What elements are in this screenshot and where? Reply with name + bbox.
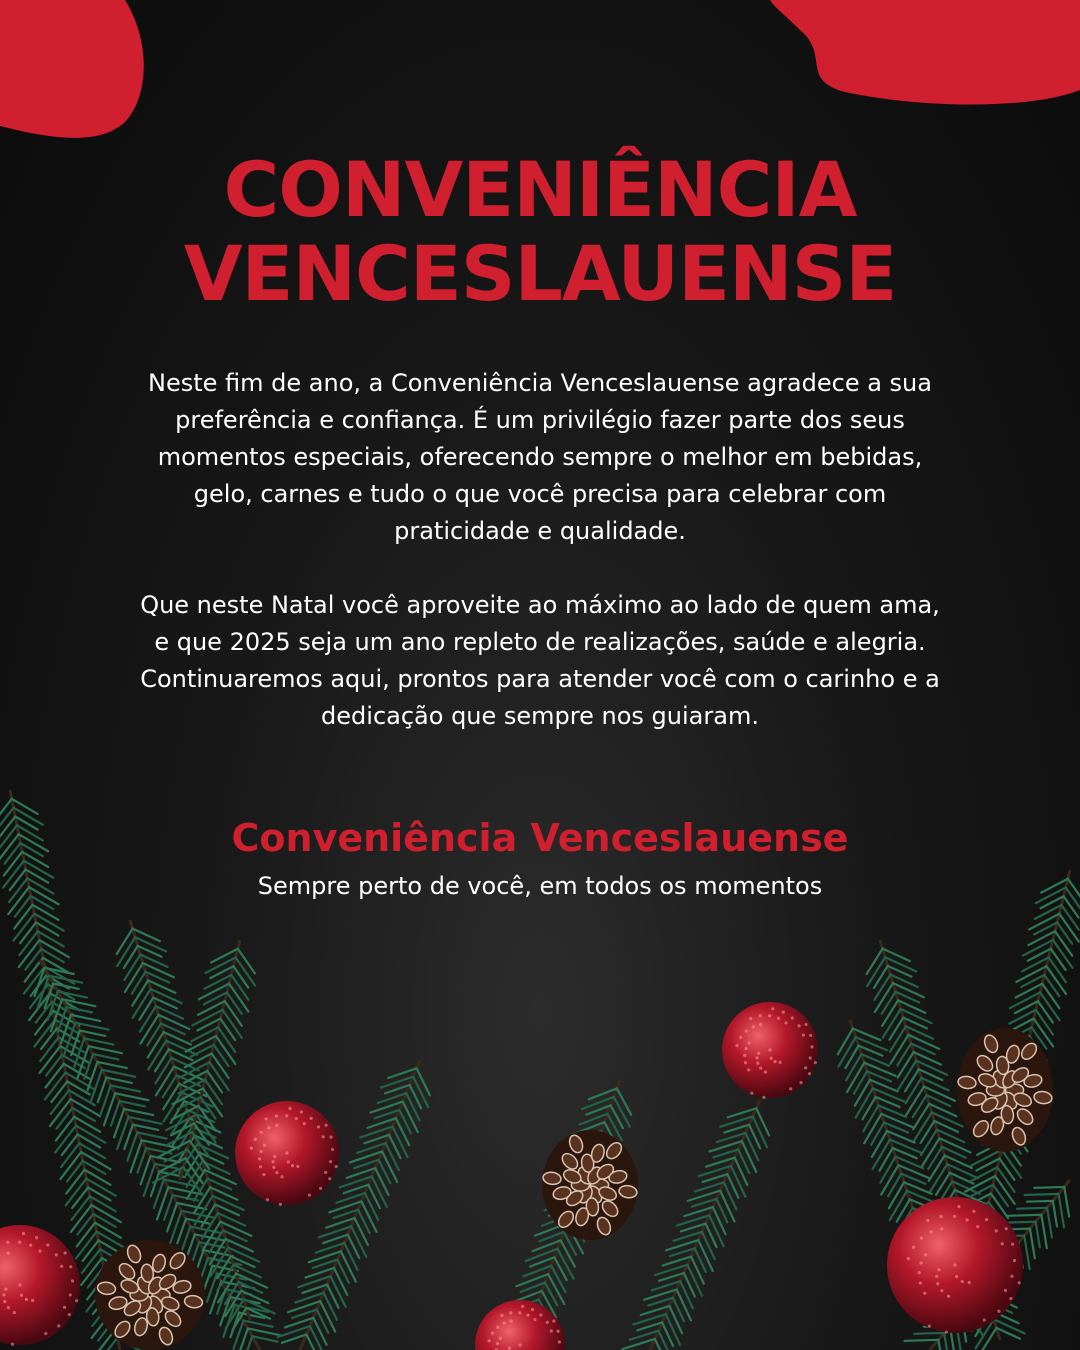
christmas-decoration (0, 760, 1080, 1350)
message-paragraph-1: Neste fim de ano, a Conveniência Venceslauense agradece a sua preferência e confiança. É um privilégio fazer parte dos seus momentos especiais, oferecendo sempre o melhor em bebidas, gelo, carnes e tudo o que você precisa para celebrar com praticidade e qualidade. (148, 369, 932, 545)
pine-branch-icon (622, 1100, 769, 1350)
message-paragraph-2: Que neste Natal você aproveite ao máximo ao lado de quem ama, e que 2025 seja um ano repleto de realizações, saúde e alegria. Continuaremos aqui, prontos para atender você com o carinho e a dedicação que sempre nos guiaram. (140, 591, 940, 730)
page-title (0, 145, 1080, 318)
christmas-ornament-icon (235, 1101, 339, 1206)
title-line-2: VENCESLAUENSE (183, 229, 897, 318)
red-blob-top-right (770, 0, 1080, 110)
signature-name: Conveniência Venceslauense (231, 816, 849, 860)
pinecone-icon (957, 1028, 1053, 1152)
signature-slogan: Sempre perto de você, em todos os momentos (257, 872, 823, 900)
pinecone-icon (95, 1240, 205, 1350)
red-blob-shape (770, 0, 1080, 105)
red-blob-top-left (0, 0, 160, 150)
pinecone-icon (542, 1130, 638, 1240)
red-blob-shape (0, 0, 144, 138)
christmas-ornament-icon (722, 1002, 818, 1099)
christmas-ornament-icon (0, 1225, 80, 1346)
christmas-ornament-icon (887, 1197, 1023, 1334)
title-line-1: CONVENIÊNCIA (223, 145, 857, 234)
